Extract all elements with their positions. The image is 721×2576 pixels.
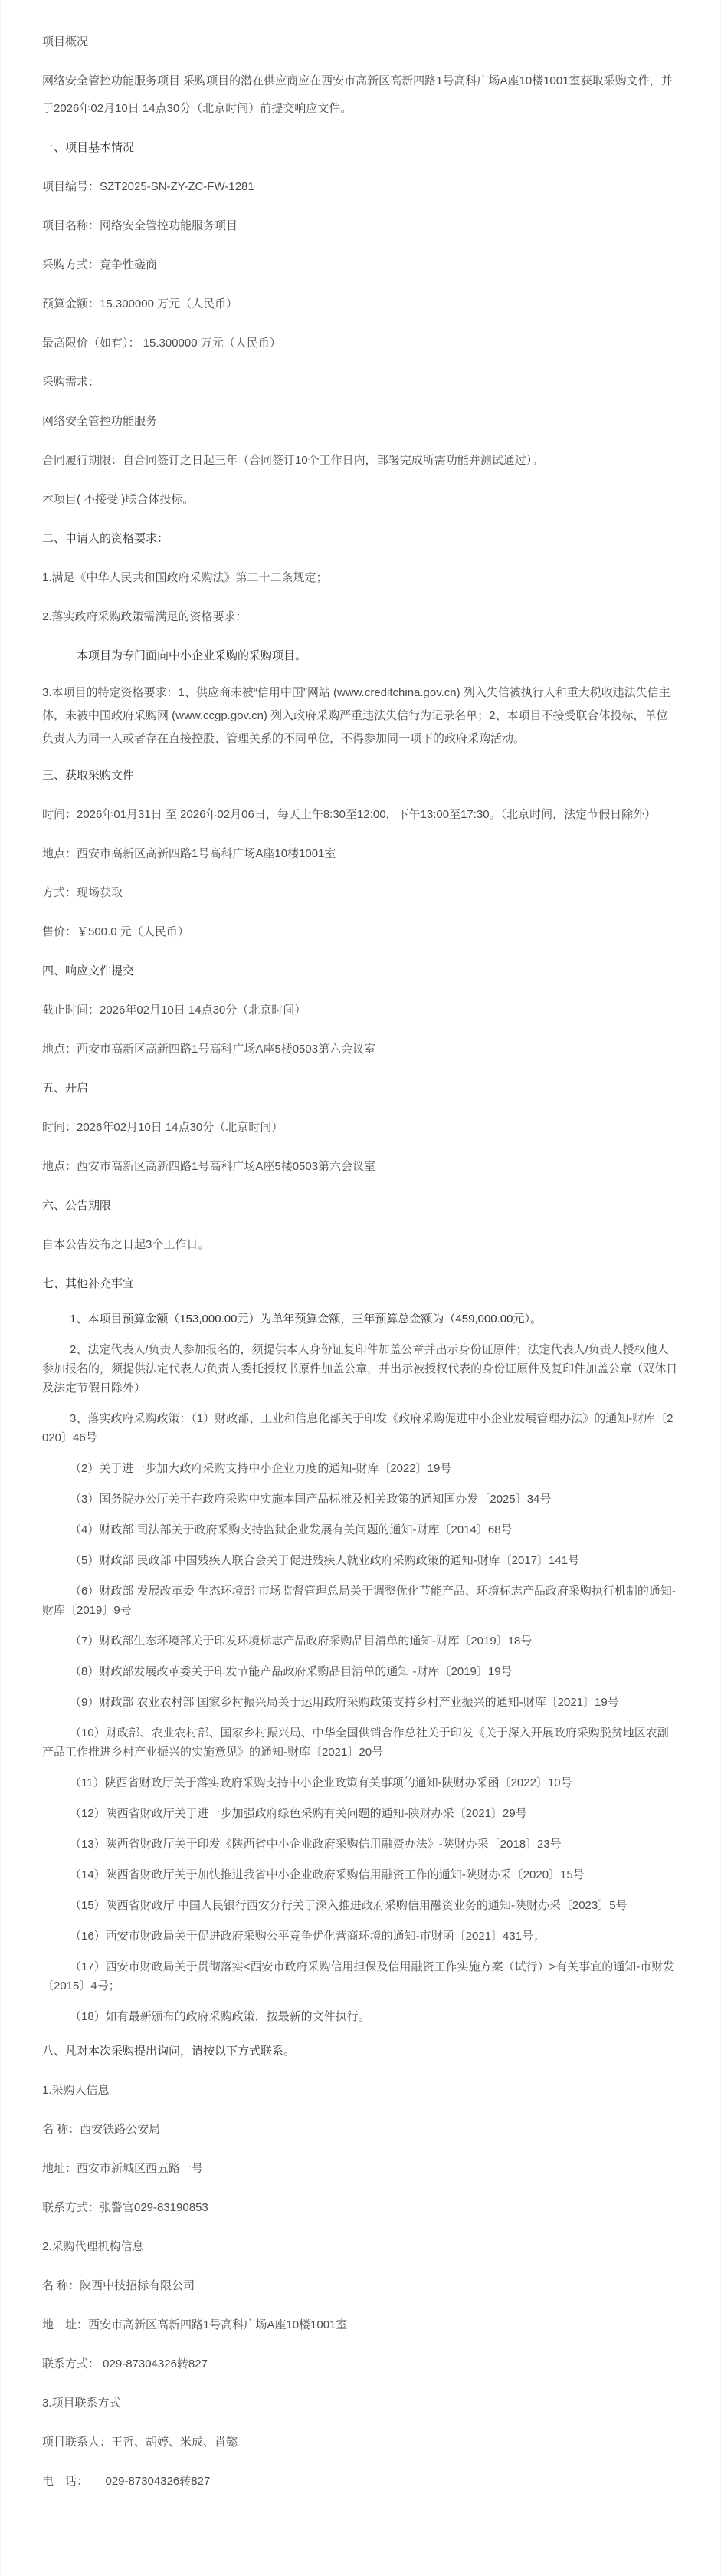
section-3-heading: 三、获取采购文件 (42, 769, 135, 782)
announcement-period: 自本公告发布之日起3个工作日。 (42, 1238, 210, 1251)
policy-6: （6）财政部 发展改革委 生态环境部 市场监督管理总局关于调整优化节能产品、环境标志产品政府采购执行机制的通知-财库〔2019〕9号 (42, 1585, 676, 1617)
agency-address: 地 址：西安市高新区高新四路1号高科广场A座10楼1001室 (42, 2318, 348, 2331)
policy-17: （17）西安市财政局关于贯彻落实<西安市政府采购信用担保及信用融资工作实施方案（试行）>有关事宜的通知-市财发〔2015〕4号； (42, 1960, 675, 1993)
project-number: 项目编号：SZT2025-SN-ZY-ZC-FW-1281 (42, 180, 254, 193)
policy-13: （13）陕西省财政厅关于印发《陕西省中小企业政府采购信用融资办法》-陕财办采〔2018〕23号 (70, 1838, 562, 1851)
section-2-heading: 二、申请人的资格要求： (42, 532, 169, 545)
purchaser-info-label: 1.采购人信息 (42, 2084, 110, 2097)
budget-amount: 预算金额：15.300000 万元（人民币） (42, 297, 238, 310)
max-price-limit: 最高限价（如有）： 15.300000 万元（人民币） (42, 337, 281, 350)
open-location: 地点：西安市高新区高新四路1号高科广场A座5楼0503第六会议室 (42, 1160, 376, 1173)
section-1-heading: 一、项目基本情况 (42, 141, 135, 154)
policy-list (42, 1309, 679, 2026)
project-phone: 电 话： 029-87304326转827 (42, 2475, 211, 2488)
obtain-time: 时间：2026年01月31日 至 2026年02月06日，每天上午8:30至12:00，下午13:00至17:30。（北京时间，法定节假日除外） (42, 808, 657, 821)
contract-period: 合同履行期限：自合同签订之日起三年（合同签订10个工作日内，部署完成所需功能并测试通过）。 (42, 454, 544, 467)
agency-name: 名 称：陕西中技招标有限公司 (42, 2279, 195, 2292)
overview-title: 项目概况 (42, 35, 89, 48)
open-time: 时间：2026年02月10日 14点30分（北京时间） (42, 1121, 283, 1134)
project-contacts: 项目联系人：王哲、胡婷、米成、肖懿 (42, 2436, 238, 2449)
purchaser-contact: 联系方式：张警官029-83190853 (42, 2201, 208, 2214)
section-8-heading: 八、凡对本次采购提出询问，请按以下方式联系。 (42, 2045, 296, 2058)
supplement-budget-note: 1、本项目预算金额（153,000.00元）为单年预算金额，三年预算总金额为（459,000.00元）。 (70, 1313, 542, 1326)
agency-contact: 联系方式： 029-87304326转827 (42, 2358, 208, 2371)
project-contact-label: 3.项目联系方式 (42, 2397, 121, 2410)
project-name: 项目名称：网络安全管控功能服务项目 (42, 219, 238, 232)
qualification-3: 3.本项目的特定资格要求：1、供应商未被“信用中国”网站 (www.creditchina.gov.cn) 列入失信被执行人和重大税收违法失信主体，未被中国政府采购网 (www.ccgp.gov.cn) 列入政府采购严重违法失信行为记录名单；2、本项目不接受联合体投标，单位负责人为同一人或者存在直接控股、管理关系的不同单位，不得参加同一项下的政府采购活动。 (42, 686, 670, 745)
section-7-heading: 七、其他补充事宜 (42, 1277, 135, 1290)
obtain-location: 地点：西安市高新区高新四路1号高科广场A座10楼1001室 (42, 847, 336, 860)
agency-info-label: 2.采购代理机构信息 (42, 2240, 144, 2253)
policy-10: （10）财政部、农业农村部、国家乡村振兴局、中华全国供销合作总社关于印发《关于深入开展政府采购脱贫地区农副产品工作推进乡村产业振兴的实施意见》的通知-财库〔2021〕20号 (42, 1727, 669, 1759)
policy-18: （18）如有最新颁布的政府采购政策，按最新的文件执行。 (70, 2010, 370, 2023)
policy-3: （3）国务院办公厅关于在政府采购中实施本国产品标准及相关政策的通知国办发〔2025〕34号 (70, 1493, 552, 1506)
submit-location: 地点：西安市高新区高新四路1号高科广场A座5楼0503第六会议室 (42, 1043, 376, 1056)
section-5-heading: 五、开启 (42, 1082, 89, 1095)
policy-14: （14）陕西省财政厅关于加快推进我省中小企业政府采购信用融资工作的通知-陕财办采〔2020〕15号 (70, 1868, 585, 1881)
policy-4: （4）财政部 司法部关于政府采购支持监狱企业发展有关问题的通知-财库〔2014〕68号 (70, 1523, 513, 1536)
section-4-heading: 四、响应文件提交 (42, 964, 135, 978)
policy-1: 3、落实政府采购政策：（1）财政部、工业和信息化部关于印发《政府采购促进中小企业发展管理办法》的通知-财库〔2020〕46号 (42, 1412, 673, 1444)
policy-2: （2）关于进一步加大政府采购支持中小企业力度的通知-财库〔2022〕19号 (70, 1462, 452, 1475)
consortium-bidding: 本项目( 不接受 )联合体投标。 (42, 493, 195, 506)
purchaser-name: 名 称：西安铁路公安局 (42, 2123, 161, 2136)
section-6-heading: 六、公告期限 (42, 1199, 112, 1212)
overview-intro: 网络安全管控功能服务项目 采购项目的潜在供应商应在西安市高新区高新四路1号高科广场A座10楼1001室获取采购文件，并于2026年02月10日 14点30分（北京时间）前提交响应文件。 (42, 74, 673, 115)
policy-9: （9）财政部 农业农村部 国家乡村振兴局关于运用政府采购政策支持乡村产业振兴的通知-财库〔2021〕19号 (70, 1696, 619, 1709)
procurement-demand: 网络安全管控功能服务 (42, 415, 158, 428)
supplement-registration: 2、法定代表人/负责人参加报名的，须提供本人身份证复印件加盖公章并出示身份证原件；法定代表人/负责人授权他人参加报名的，须提供法定代表人/负责人委托授权书原件加盖公章，并出示被授权代表的身份证原件及复印件加盖公章（双休日及法定节假日除外） (42, 1343, 678, 1395)
obtain-method: 方式：现场获取 (42, 886, 123, 899)
qualification-1: 1.满足《中华人民共和国政府采购法》第二十二条规定； (42, 571, 328, 584)
qualification-2: 2.落实政府采购政策需满足的资格要求： (42, 610, 247, 623)
smb-procurement-note: 本项目为专门面向中小企业采购的采购项目。 (77, 649, 307, 662)
submit-deadline: 截止时间：2026年02月10日 14点30分（北京时间） (42, 1004, 306, 1017)
notice-body (42, 28, 679, 2496)
policy-5: （5）财政部 民政部 中国残疾人联合会关于促进残疾人就业政府采购政策的通知-财库〔2017〕141号 (70, 1554, 580, 1567)
policy-12: （12）陕西省财政厅关于进一步加强政府绿色采购有关问题的通知-陕财办采〔2021〕29号 (70, 1807, 527, 1820)
purchaser-address: 地址：西安市新城区西五路一号 (42, 2162, 204, 2175)
policy-16: （16）西安市财政局关于促进政府采购公平竞争优化营商环境的通知-市财函〔2021〕431号； (70, 1930, 546, 1943)
policy-15: （15）陕西省财政厅 中国人民银行西安分行关于深入推进政府采购信用融资业务的通知-陕财办采〔2023〕5号 (70, 1899, 628, 1912)
procurement-method: 采购方式：竞争性磋商 (42, 258, 158, 271)
policy-7: （7）财政部生态环境部关于印发环境标志产品政府采购品目清单的通知-财库〔2019〕18号 (70, 1635, 533, 1648)
procurement-demand-label: 采购需求： (42, 376, 100, 389)
policy-11: （11）陕西省财政厅关于落实政府采购支持中小企业政策有关事项的通知-陕财办采函〔2022〕10号 (70, 1776, 572, 1789)
obtain-price: 售价：￥500.0 元（人民币） (42, 925, 189, 938)
policy-8: （8）财政部发展改革委关于印发节能产品政府采购品目清单的通知 -财库〔2019〕19号 (70, 1665, 513, 1678)
